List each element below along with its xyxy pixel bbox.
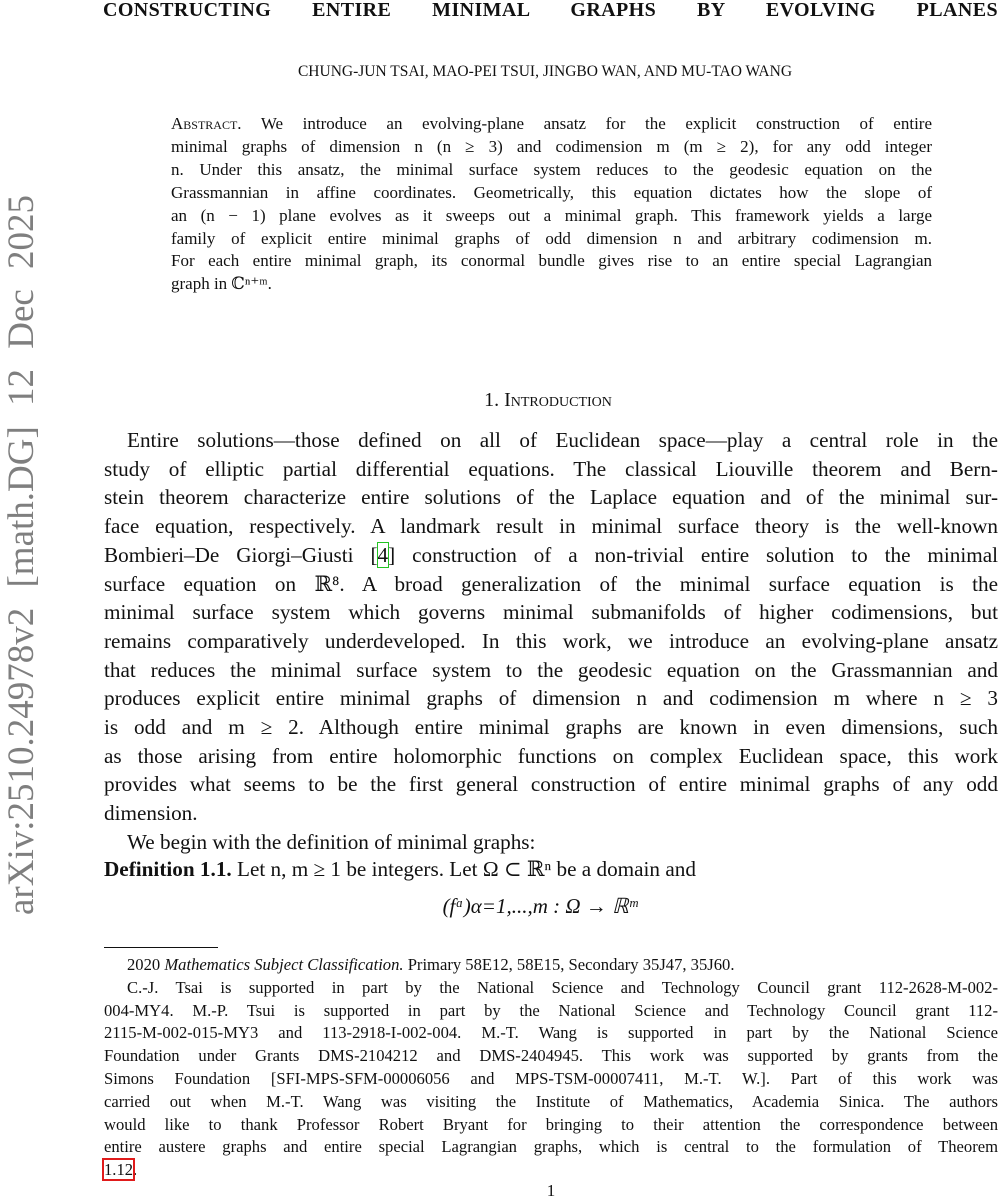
msc-footnote (104, 954, 998, 977)
abstract-line: an (n − 1) plane evolves as it sweeps out a minimal graph. This framework yields a large (171, 205, 932, 225)
footnote-line: entire austere graphs and entire special Lagrangian graphs, which is central to the formulation of Theorem (104, 1137, 998, 1157)
body-line: that reduces the minimal surface system to the geodesic equation on the Grassmannian and (104, 657, 998, 682)
body-line: face equation, respectively. A landmark result in minimal surface theory is the well-known (104, 514, 998, 539)
footnote-line: C.-J. Tsai is supported in part by the National Science and Technology Council grant 112-2628-M-002- (127, 977, 998, 997)
body-line: minimal surface system which governs minimal submanifolds of higher codimensions, but (104, 600, 998, 625)
body-line: surface equation on ℝ⁸. A broad generalization of the minimal surface equation is the (104, 571, 998, 596)
abstract-line: Grassmannian in affine coordinates. Geometrically, this equation dictates how the slope of (171, 182, 932, 202)
body-line (104, 541, 998, 570)
body-text: ] construction of a non-trivial entire solution to the minimal (388, 542, 998, 567)
body-line: Entire solutions—those defined on all of Euclidean space—play a central role in the (127, 428, 998, 452)
body-line: study of elliptic partial differential equations. The classical Liouville theorem and Bern- (104, 456, 998, 481)
body-text: Bombieri–De Giorgi–Giusti [ (104, 542, 378, 567)
body-line: provides what seems to be the first general construction of entire minimal graphs of any odd (104, 772, 998, 797)
msc-label: Mathematics Subject Classification. (164, 955, 404, 974)
abstract-line: minimal graphs of dimension n (n ≥ 3) and codimension m (m ≥ 2), for any odd integer (171, 136, 932, 156)
footnote-line: 004-MY4. M.-P. Tsui is supported in part by the National Science and Technology Council grant 112- (104, 1000, 998, 1020)
abstract-line: family of explicit entire minimal graphs of odd dimension n and arbitrary codimension m. (171, 228, 932, 248)
body-line: We begin with the definition of minimal graphs: (127, 829, 536, 854)
author-list: CHUNG-JUN TSAI, MAO-PEI TSUI, JINGBO WAN, AND MU-TAO WANG (297, 63, 793, 80)
body-line: is odd and m ≥ 2. Although entire minimal graphs are known in even dimensions, such (104, 715, 998, 740)
abstract-label: Abstract. (171, 114, 242, 133)
footnote-text: . (133, 1160, 138, 1180)
footnote-line: Simons Foundation [SFI-MPS-SFM-00006056 and MPS-TSM-00007411, M.-T. W.]. Part of this work was (104, 1068, 998, 1088)
msc-codes: Primary 58E12, 58E15, Secondary 35J47, 35J60. (403, 955, 735, 974)
body-line: dimension. (104, 801, 198, 826)
abstract-line: n. Under this ansatz, the minimal surface system reduces to the geodesic equation on the (171, 159, 932, 179)
definition-1-1 (104, 855, 998, 883)
abstract-line: graph in ℂⁿ⁺ᵐ. (171, 274, 272, 294)
display-formula: (fᵅ)α=1,...,m : Ω → ℝᵐ (442, 894, 638, 918)
footnote-line: would like to thank Professor Robert Bryant for bringing to their attention the correspondence between (104, 1114, 998, 1134)
theorem-1-12-link[interactable]: 1.12 (104, 1160, 134, 1180)
footnote-line: Foundation under Grants DMS-2104212 and DMS-2404945. This work was supported by grants from the (104, 1046, 998, 1066)
body-line: as those arising from entire holomorphic functions on complex Euclidean space, this work (104, 743, 998, 768)
introduction-body (104, 426, 998, 857)
abstract-line (171, 113, 932, 136)
footnote-line: 2115-M-002-015-MY3 and 113-2918-I-002-004. M.-T. Wang is supported in part by the National Science (104, 1023, 998, 1043)
body-line: stein theorem characterize entire solutions of the Laplace equation and of the minimal sur- (104, 485, 998, 510)
msc-year: 2020 (127, 955, 165, 974)
definition-text: Let n, m ≥ 1 be integers. Let Ω ⊂ ℝⁿ be a domain and (231, 857, 696, 881)
definition-label: Definition 1.1. (104, 857, 232, 881)
page-number: 1 (546, 1181, 556, 1200)
footnote-line (104, 1159, 998, 1182)
arxiv-identifier-sidebar: arXiv:2510.24978v2 [math.DG] 12 Dec 2025 (1, 195, 42, 915)
footnote-line: carried out when M.-T. Wang was visiting the Institute of Mathematics, Academia Sinica. The authors (104, 1091, 998, 1111)
abstract (171, 113, 932, 296)
footnotes (104, 954, 998, 1182)
citation-link-4[interactable]: 4 (377, 542, 389, 567)
footnote-rule (104, 947, 218, 948)
section-heading-introduction: 1. Introduction (484, 389, 612, 411)
abstract-text: We introduce an evolving-plane ansatz for the explicit construction of entire (260, 114, 932, 133)
body-line: remains comparatively underdeveloped. In this work, we introduce an evolving-plane ansatz (104, 628, 998, 653)
paper-title: CONSTRUCTING ENTIRE MINIMAL GRAPHS BY EVOLVING PLANES (103, 0, 998, 21)
abstract-line: For each entire minimal graph, its conormal bundle gives rise to an entire special Lagrangian (171, 251, 932, 271)
body-line: produces explicit entire minimal graphs of dimension n and codimension m where n ≥ 3 (104, 686, 998, 711)
